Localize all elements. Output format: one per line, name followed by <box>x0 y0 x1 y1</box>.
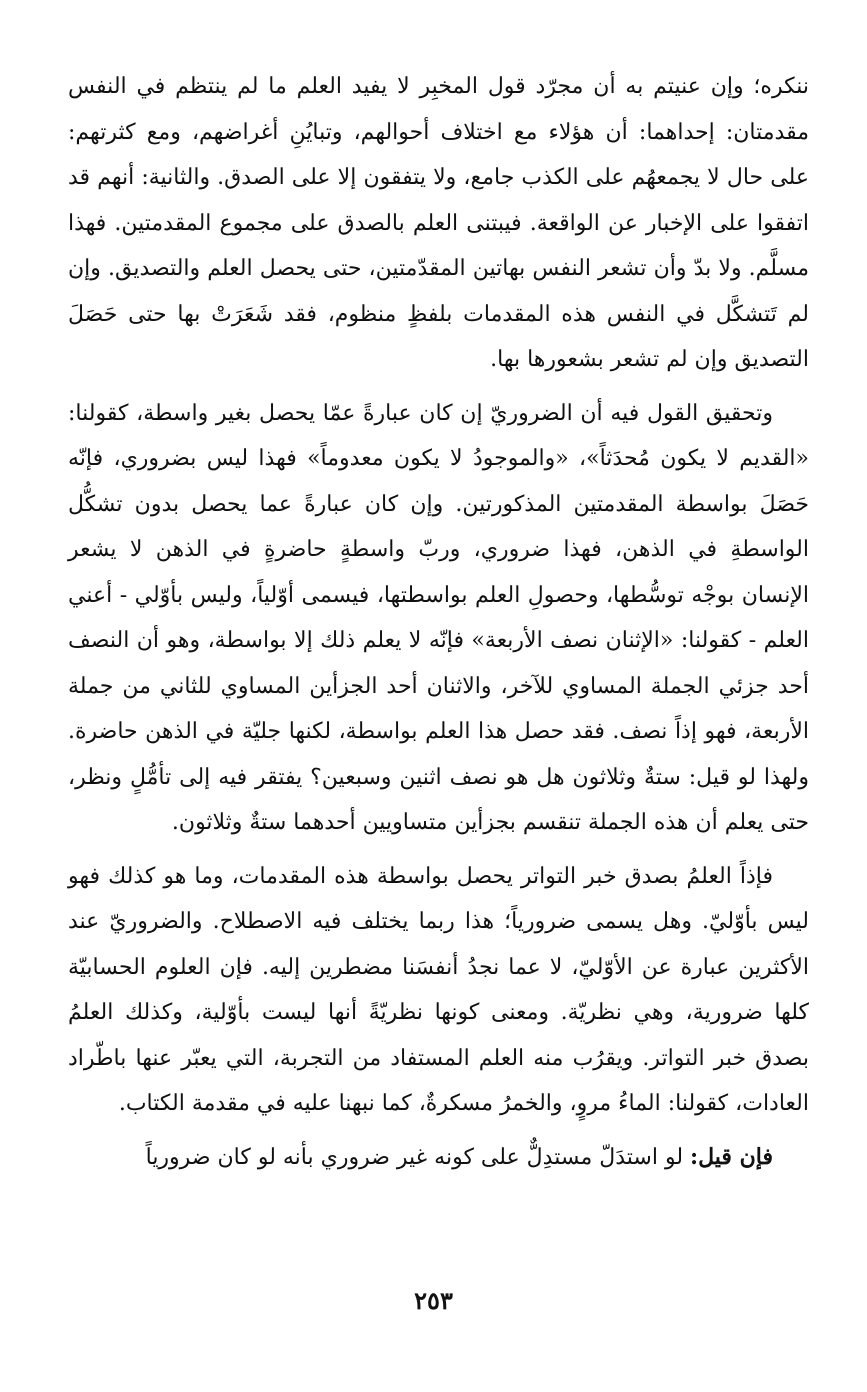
paragraph-1 <box>68 64 809 383</box>
paragraph-4 <box>68 1135 809 1181</box>
paragraph-1-text: ننكره؛ وإن عنيتم به أن مجرّد قول المخبِر لا يفيد العلم ما لم ينتظم في النفس مقدمتان: إحداهما: أن هؤلاء مع اختلاف أحوالهم، وتبايُنِ أغراضهم، ومع كثرتهم: على حال لا يجمعهُم على الكذب جامع، ولا يتفقون إلا على الصدق. والثانية: أنهم قد اتفقوا على الإخبار عن الواقعة. فيبتنى العلم بالصدق على مجموع المقدمتين. فهذا مسلَّم. ولا بدّ وأن تشعر النفس بهاتين المقدّمتين، حتى يحصل العلم والتصديق. وإن لم تَتشكَّل في النفس هذه المقدمات بلفظٍ منظوم، فقد شَعَرَتْ بها حتى حَصَلَ التصديق وإن لم تشعر بشعورها بها. <box>68 74 809 372</box>
paragraph-4-lead: فإن قيل: <box>690 1143 773 1170</box>
paragraph-3-text: فإذاً العلمُ بصدق خبر التواتر يحصل بواسطة هذه المقدمات، وما هو كذلك فهو ليس بأوّليّ. وهل يسمى ضرورياً؛ هذا ربما يختلف فيه الاصطلاح. والضروريّ عند الأكثرين عبارة عن الأوّليّ، لا عما نجدُ أنفسَنا مضطرين إليه. فإن العلوم الحسابيّة كلها ضرورية، وهي نظريّة. ومعنى كونها نظريّةً أنها ليست بأوّلية، وكذلك العلمُ بصدق خبر التواتر. ويقرُب منه العلم المستفاد من التجربة، التي يعبّر عنها باطّراد العادات، كقولنا: الماءُ مروٍ، والخمرُ مسكرةٌ، كما نبهنا عليه في مقدمة الكتاب. <box>68 863 810 1116</box>
document-page <box>68 64 809 1180</box>
paragraph-2 <box>68 391 809 846</box>
page-number: ٢٥٣ <box>414 1286 453 1315</box>
paragraph-3 <box>68 854 809 1127</box>
paragraph-2-text: وتحقيق القول فيه أن الضروريّ إن كان عبارةً عمّا يحصل بغير واسطة، كقولنا: «القديم لا يكون مُحدَثاً»، «والموجودُ لا يكون معدوماً» فهذا ليس بضروري، فإنّه حَصَلَ بواسطة المقدمتين المذكورتين. وإن كان عبارةً عما يحصل بدون تشكُّل الواسطةِ في الذهن، فهذا ضروري، وربّ واسطةٍ حاضرةٍ في الذهن لا يشعر الإنسان بوجْه توسُّطها، وحصولِ العلم بواسطتها، فيسمى أوّلياً، وليس بأوّلي - أعني العلم - كقولنا: «الإثنان نصف الأربعة» فإنّه لا يعلم ذلك إلا بواسطة، وهو أن النصف أحد جزئي الجملة المساوي للآخر، والاثنان أحد الجزأين المساوي للثاني من جملة الأربعة، فهو إذاً نصف. فقد حصل هذا العلم بواسطة، لكنها جليّة في الذهن حاضرة. ولهذا لو قيل: ستةٌ وثلاثون هل هو نصف اثنين وسبعين؟ يفتقر فيه إلى تأمُّلٍ ونظر، حتى يعلم أن هذه الجملة تنقسم بجزأين متساويين أحدهما ستةٌ وثلاثون. <box>68 400 810 835</box>
paragraph-4-text: لو استدَلّ مستدِلٌّ على كونه غير ضروري بأنه لو كان ضرورياً <box>145 1144 691 1170</box>
